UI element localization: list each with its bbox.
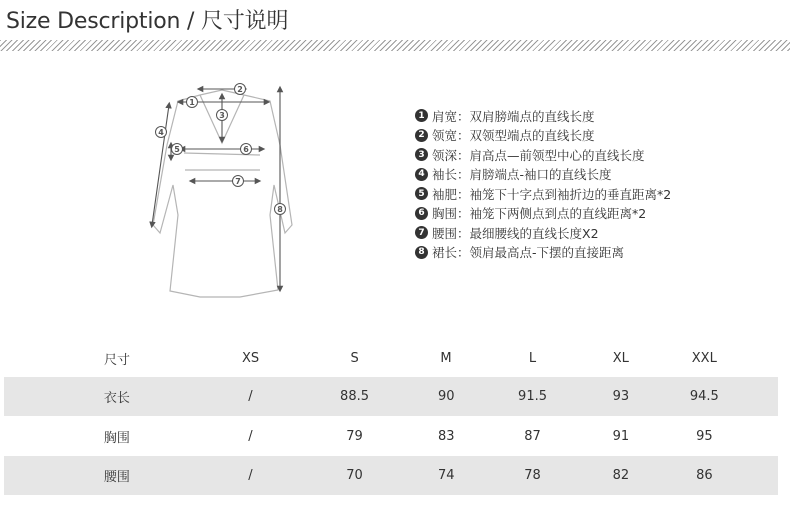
table-cell: 82	[612, 468, 630, 483]
title-divider	[0, 40, 790, 51]
table-cell: 88.5	[340, 389, 369, 404]
table-cell: /	[248, 468, 253, 483]
svg-text:6: 6	[243, 145, 249, 154]
header-cell: M	[440, 351, 452, 366]
table-cell: 74	[437, 468, 455, 483]
svg-text:5: 5	[174, 145, 180, 154]
header-cell: XS	[241, 351, 260, 366]
legend-item	[415, 223, 671, 243]
table-cell: 腰围	[103, 470, 130, 485]
table-cell: 90	[437, 389, 455, 404]
number-badge: 7	[415, 226, 428, 239]
legend-item	[415, 106, 671, 126]
table-cell: 70	[346, 468, 363, 483]
legend-text: 领深：肩高点—前领型中心的直线长度	[432, 147, 645, 163]
svg-text:2: 2	[237, 85, 243, 94]
table-cell: 79	[346, 428, 363, 444]
number-badge: 6	[415, 207, 428, 220]
table-cell: 86	[696, 468, 713, 483]
legend-item	[415, 184, 671, 204]
table-cell: 91	[612, 428, 630, 444]
table-cell: /	[248, 428, 253, 444]
number-badge: 3	[415, 148, 428, 161]
table-row	[4, 456, 778, 495]
table-cell: 94.5	[689, 389, 719, 404]
table-cell: 91.5	[518, 389, 547, 404]
table-row	[4, 416, 778, 456]
table-cell: 胸围	[103, 430, 130, 446]
number-badge: 8	[415, 246, 428, 259]
table-cell: 93	[612, 389, 630, 404]
svg-text:7: 7	[235, 177, 241, 186]
number-badge: 5	[415, 187, 428, 200]
dress-diagram	[140, 75, 310, 310]
table-cell: 95	[696, 428, 713, 444]
table-cell: 83	[437, 428, 455, 444]
header-cell: 尺寸	[103, 353, 130, 368]
svg-text:1: 1	[189, 98, 195, 107]
legend-item	[415, 204, 671, 224]
table-header-row	[4, 340, 778, 377]
table-cell: 78	[524, 468, 541, 483]
legend-text: 袖长：肩膀端点-袖口的直线长度	[432, 167, 612, 183]
legend-text: 胸围：袖笼下两侧点到点的直线距离*2	[432, 206, 647, 222]
svg-text:3: 3	[219, 111, 225, 120]
legend-item	[415, 243, 671, 263]
number-badge: 2	[415, 129, 428, 142]
size-table	[4, 340, 778, 495]
legend-item	[415, 145, 671, 165]
page-title: Size Description / 尺寸说明	[6, 9, 289, 34]
legend-item	[415, 165, 671, 185]
svg-text:4: 4	[158, 128, 164, 137]
header-cell: XXL	[691, 351, 717, 366]
header-cell: XL	[612, 351, 629, 366]
svg-text:8: 8	[277, 205, 283, 214]
legend-text: 裙长：领肩最高点-下摆的直接距离	[432, 245, 625, 261]
legend-item	[415, 126, 671, 146]
header-cell: L	[528, 351, 537, 366]
legend-text: 肩宽：双肩膀端点的直线长度	[432, 108, 595, 124]
table-cell: 87	[524, 428, 541, 444]
number-badge: 4	[415, 168, 428, 181]
measure-lines	[152, 89, 280, 289]
table-cell: /	[248, 389, 253, 404]
number-badge: 1	[415, 109, 428, 122]
header-cell: S	[350, 351, 359, 366]
table-row	[4, 377, 778, 416]
legend-text: 袖肥：袖笼下十字点到袖折边的垂直距离*2	[432, 186, 672, 202]
legend-text: 领宽：双领型端点的直线长度	[432, 128, 595, 144]
legend-text: 腰围：最细腰线的直线长度X2	[432, 225, 599, 241]
table-cell: 衣长	[103, 391, 130, 406]
measurement-legend	[415, 106, 671, 262]
